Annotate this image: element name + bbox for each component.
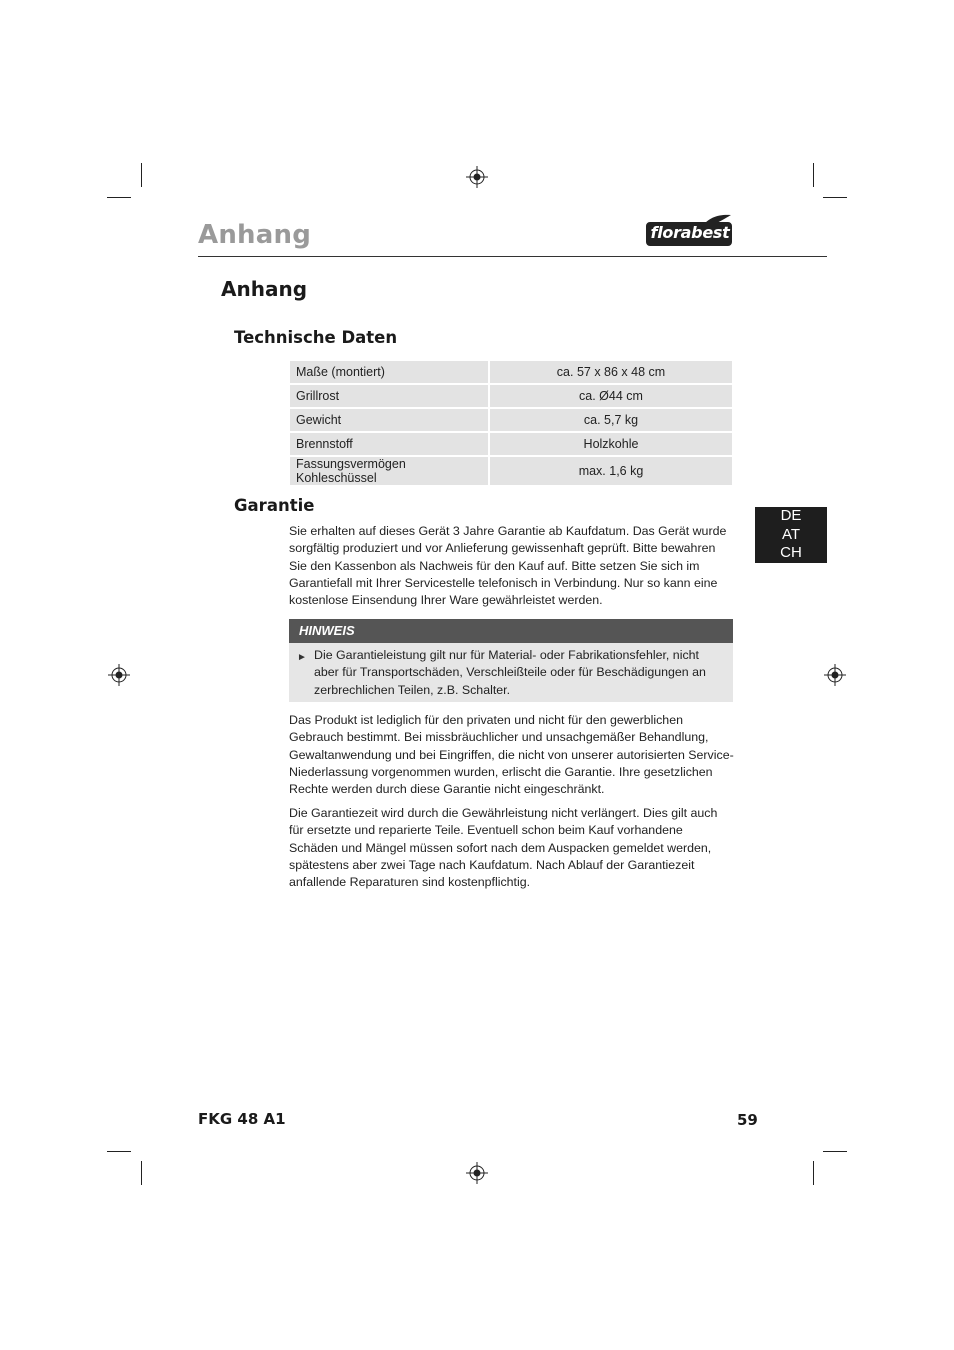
lang-de: DE — [780, 507, 802, 524]
spec-label: Gewicht — [290, 409, 490, 431]
registration-mark-icon — [466, 1162, 488, 1184]
spec-label: Maße (montiert) — [290, 361, 490, 383]
garantie-paragraph: Die Garantiezeit wird durch die Gewährleistung nicht verlängert. Dies gilt auch für ersetzte und reparierte Teile. Eventuell schon beim Kauf vorhandene Schäden und Mängel müssen sofort nach dem Auspacken gemeldet werden, spätestens aber zwei Tage nach Kaufdatum. Nach Ablauf der Garantiezeit anfallende Reparaturen sind kostenpflichtig. — [289, 806, 718, 890]
spec-value: ca. Ø44 cm — [490, 385, 732, 407]
spec-value: max. 1,6 kg — [490, 457, 732, 485]
page-number: 59 — [737, 1111, 758, 1129]
crop-mark — [107, 197, 131, 198]
header-divider — [198, 256, 827, 257]
header-title: Anhang — [198, 220, 312, 250]
garantie-paragraph: Sie erhalten auf dieses Gerät 3 Jahre Garantie ab Kaufdatum. Das Gerät wurde sorgfältig produziert und vor Anlieferung gewissenhaft geprüft. Bitte bewahren Sie den Kassenbon als Nachweis für den Kauf auf. Bitte setzen Sie sich im Garantiefall mit Ihrer Servicestelle telefonisch in Verbindung. Nur so kann eine kostenlose Einsendung Ihrer Ware gewährleistet werden. — [289, 524, 727, 608]
crop-mark — [823, 1151, 847, 1152]
spec-label: Fassungsvermögen Kohleschüssel — [290, 457, 490, 485]
table-row — [290, 385, 732, 407]
lang-at: AT — [781, 525, 801, 543]
table-row — [290, 457, 732, 485]
hinweis-box — [289, 619, 733, 702]
hinweis-body — [289, 643, 733, 702]
spec-label: Brennstoff — [290, 433, 490, 455]
hinweis-text: Die Garantieleistung gilt nur für Material- oder Fabrikationsfehler, nicht aber für Transportschäden, Verschleißteile oder für Beschädigungen an zerbrechlichen Teilen, z.B. Schalter. — [314, 648, 706, 697]
hinweis-title: HINWEIS — [289, 619, 733, 643]
spec-label: Grillrost — [290, 385, 490, 407]
tech-data-heading: Technische Daten — [234, 328, 398, 347]
garantie-heading: Garantie — [234, 496, 315, 515]
crop-mark — [107, 1151, 131, 1152]
registration-mark-icon — [824, 664, 846, 686]
language-tab — [755, 507, 827, 563]
section-title: Anhang — [221, 277, 308, 301]
florabest-logo — [646, 213, 734, 247]
table-row — [290, 361, 732, 383]
spec-table — [290, 359, 732, 487]
crop-mark — [141, 163, 142, 187]
footer-model: FKG 48 A1 — [198, 1110, 286, 1128]
spec-value: Holzkohle — [490, 433, 732, 455]
crop-mark — [823, 197, 847, 198]
registration-mark-icon — [466, 166, 488, 188]
garantie-paragraph: Das Produkt ist lediglich für den privaten und nicht für den gewerblichen Gebrauch bestimmt. Bei missbräuchlicher und unsachgemäßer Behandlung, Gewaltanwendung und bei Eingriffen, die nicht von unserer autorisierten Service-Niederlassung vorgenommen wurden, erlischt die Garantie. Ihre gesetzlichen Rechte werden durch diese Garantie nicht eingeschränkt. — [289, 713, 734, 797]
crop-mark — [813, 1161, 814, 1185]
crop-mark — [813, 163, 814, 187]
lang-ch: CH — [780, 544, 802, 561]
logo-text: florabest — [650, 223, 730, 242]
spec-value: ca. 5,7 kg — [490, 409, 732, 431]
table-row — [290, 433, 732, 455]
bullet-arrow-icon: ► — [297, 652, 307, 663]
crop-mark — [141, 1161, 142, 1185]
table-row — [290, 409, 732, 431]
spec-value: ca. 57 x 86 x 48 cm — [490, 361, 732, 383]
registration-mark-icon — [108, 664, 130, 686]
